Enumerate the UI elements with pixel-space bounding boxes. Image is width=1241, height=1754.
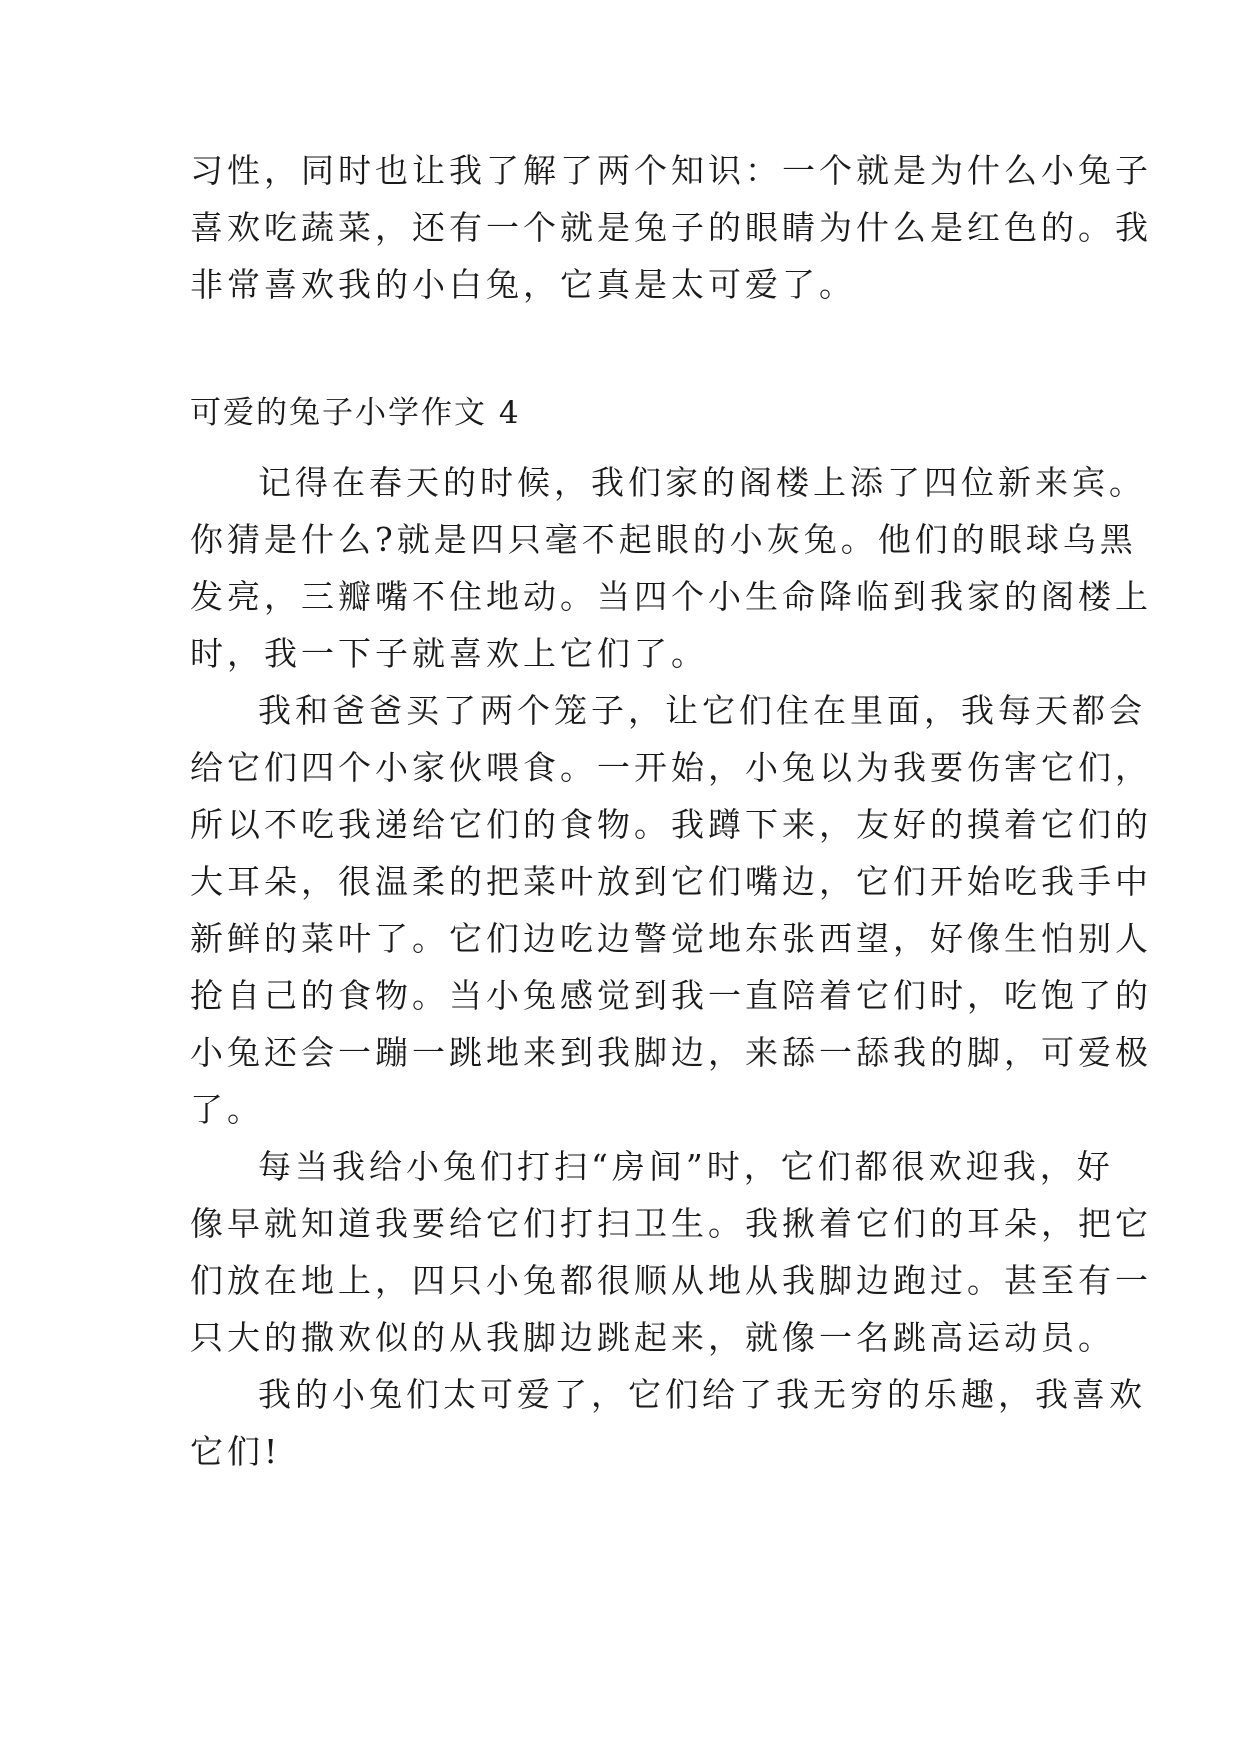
text-line: 了。 bbox=[190, 1090, 264, 1129]
text-line: 时，我一下子就喜欢上它们了。 bbox=[190, 634, 708, 673]
text-line: 记得在春天的时候，我们家的阁楼上添了四位新来宾。 bbox=[258, 463, 1146, 502]
text-line: 所以不吃我递给它们的食物。我蹲下来，友好的摸着它们的 bbox=[190, 805, 1152, 844]
essay-title: 可爱的兔子小学作文 4 bbox=[190, 395, 521, 431]
text-line: 非常喜欢我的小白兔，它真是太可爱了。 bbox=[190, 265, 856, 304]
text-line: 发亮，三瓣嘴不住地动。当四个小生命降临到我家的阁楼上 bbox=[190, 577, 1152, 616]
intro-paragraph bbox=[190, 142, 1152, 313]
essay-paragraph-3 bbox=[190, 1138, 1152, 1366]
text-line: 每当我给小兔们打扫“房间”时，它们都很欢迎我，好 bbox=[258, 1147, 1114, 1186]
text-line: 小兔还会一蹦一跳地来到我脚边，来舔一舔我的脚，可爱极 bbox=[190, 1033, 1152, 1072]
text-line: 大耳朵，很温柔的把菜叶放到它们嘴边，它们开始吃我手中 bbox=[190, 862, 1152, 901]
text-line: 习性，同时也让我了解了两个知识：一个就是为什么小兔子 bbox=[190, 151, 1152, 190]
text-line: 它们! bbox=[190, 1432, 282, 1471]
essay-paragraph-4 bbox=[190, 1366, 1146, 1480]
text-line: 像早就知道我要给它们打扫卫生。我揪着它们的耳朵，把它 bbox=[190, 1204, 1152, 1243]
text-line: 喜欢吃蔬菜，还有一个就是兔子的眼睛为什么是红色的。我 bbox=[190, 208, 1152, 247]
text-line: 我的小兔们太可爱了，它们给了我无穷的乐趣，我喜欢 bbox=[258, 1375, 1146, 1414]
essay-paragraph-1 bbox=[190, 454, 1152, 682]
text-line: 抢自己的食物。当小兔感觉到我一直陪着它们时，吃饱了的 bbox=[190, 976, 1152, 1015]
text-line: 新鲜的菜叶了。它们边吃边警觉地东张西望，好像生怕别人 bbox=[190, 919, 1152, 958]
text-line: 给它们四个小家伙喂食。一开始，小兔以为我要伤害它们， bbox=[190, 748, 1152, 787]
text-line: 们放在地上，四只小兔都很顺从地从我脚边跑过。甚至有一 bbox=[190, 1261, 1152, 1300]
text-line: 你猜是什么?就是四只毫不起眼的小灰兔。他们的眼球乌黑 bbox=[190, 520, 1137, 559]
text-line: 只大的撒欢似的从我脚边跳起来，就像一名跳高运动员。 bbox=[190, 1318, 1115, 1357]
text-line: 我和爸爸买了两个笼子，让它们住在里面，我每天都会 bbox=[258, 691, 1146, 730]
essay-paragraph-2 bbox=[190, 682, 1152, 1138]
